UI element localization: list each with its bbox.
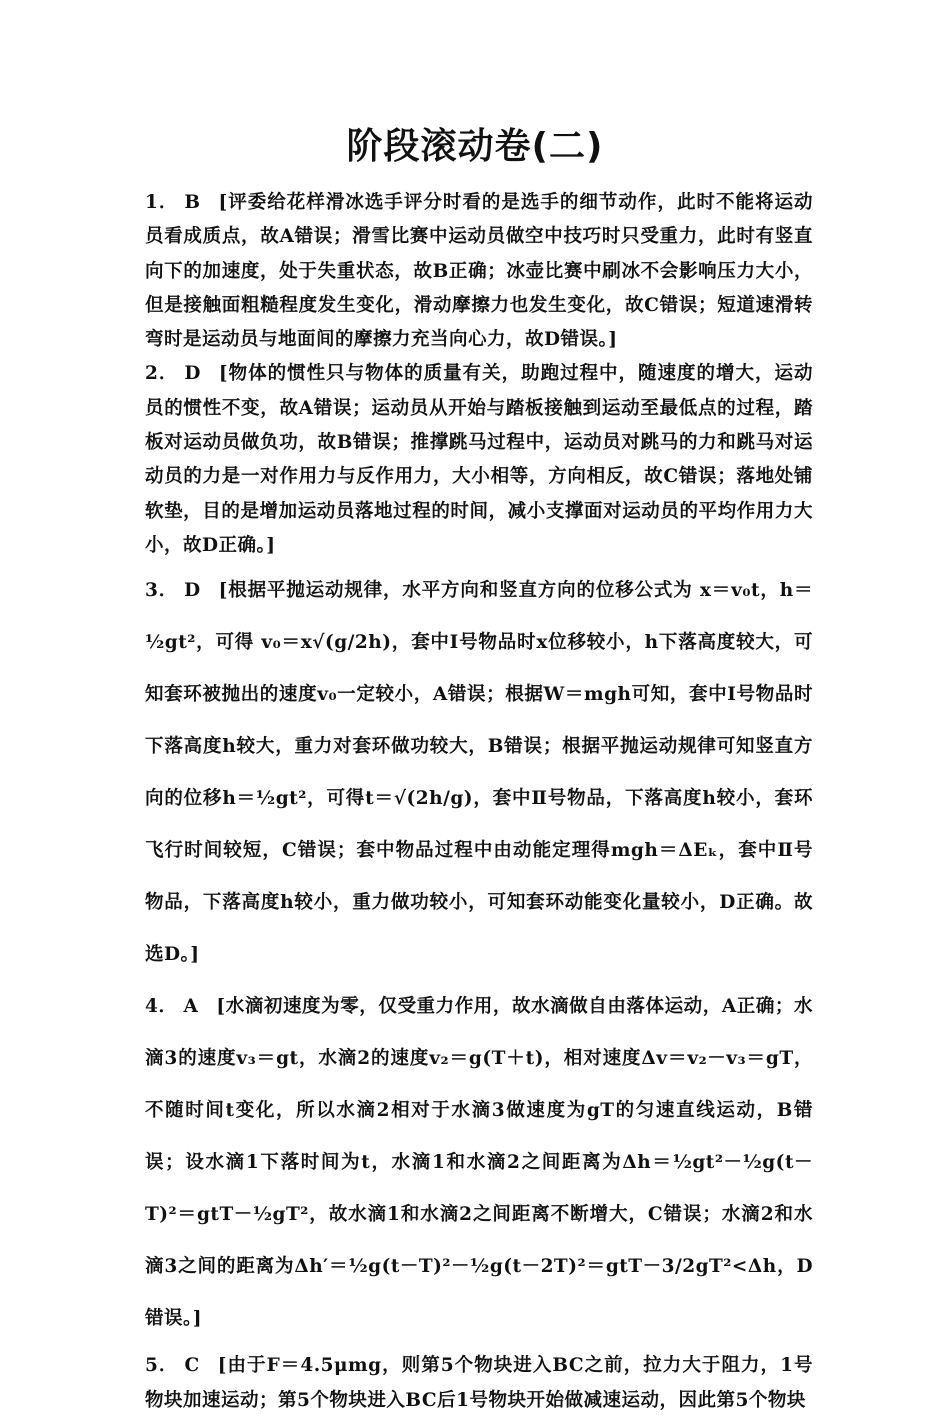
item-explanation: [根据平抛运动规律，水平方向和竖直方向的位移公式为 x＝v₀t，h＝½gt²，可得 v₀＝x√(g/2h)，套中Ⅰ号物品时x位移较小，h下落高度较大，可知套环被抛出的速度v₀一定较小，A错误；根据W＝mgh可知，套中Ⅰ号物品时下落高度h较大，重力对套环做功较大，B错误；根据平抛运动规律可知竖直方向的位移h＝½gt²，可得t＝√(2h/g)，套中Ⅱ号物品，下落高度h较小，套环飞行时间较短，C错误；套中物品过程中由动能定理得mgh＝ΔEₖ，套中Ⅱ号物品，下落高度h较小，重力做功较小，可知套环动能变化量较小，D正确。故选D。] (145, 580, 814, 966)
item-answer: D (184, 580, 201, 602)
page-title: 阶段滚动卷(二) (346, 126, 604, 167)
item-answer: D (184, 363, 201, 385)
item-answer: B (184, 192, 201, 213)
item-answer: A (183, 996, 199, 1018)
item-explanation: [物体的惯性只与物体的质量有关，助跑过程中，随速度的增大，运动员的惯性不变，故A错误；运动员从开始与踏板接触到运动至最低点的过程，踏板对运动员做负功，故B错误；推撑跳马过程中，运动员对跳马的力和跳马对运动员的力是一对作用力与反作用力，大小相等，方向相反，故C错误；落地处铺软垫，目的是增加运动员落地过程的时间，减小支撑面对运动员的平均作用力大小，故D正确。] (145, 363, 814, 556)
item-answer: C (184, 1355, 200, 1377)
item-number: 3． (145, 580, 179, 602)
item-explanation: [水滴初速度为零，仅受重力作用，故水滴做自由落体运动，A正确；水滴3的速度v₃＝gt，水滴2的速度v₂＝g(T＋t)，相对速度Δv＝v₂－v₃＝gT，不随时间t变化，所以水滴2相对于水滴3做速度为gT的匀速直线运动，B错误；设水滴1下落时间为t，水滴1和水滴2之间距离为Δh＝½gt²－½g(t－T)²＝gtT－½gT²，故水滴1和水滴2之间距离不断增大，C错误；水滴2和水滴3之间的距离为Δh′＝½g(t－T)²－½g(t－2T)²＝gtT－3/2gT²<Δh，D错误。] (145, 996, 813, 1330)
answer-item (145, 981, 813, 1345)
answer-item (145, 357, 813, 563)
answer-item (145, 1349, 813, 1418)
item-explanation: [评委给花样滑冰选手评分时看的是选手的细节动作，此时不能将运动员看成质点，故A错误；滑雪比赛中运动员做空中技巧时只受重力，此时有竖直向下的加速度，处于失重状态，故B正确；冰壶比赛中刷冰不会影响压力大小，但是接触面粗糙程度发生变化，滑动摩擦力也发生变化，故C错误；短道速滑转弯时是运动员与地面间的摩擦力充当向心力，故D错误。] (145, 192, 813, 351)
item-number: 2． (145, 363, 179, 385)
item-number: 5． (145, 1355, 179, 1377)
answer-list (145, 186, 813, 1418)
answer-item (145, 186, 813, 357)
item-number: 1． (145, 192, 179, 213)
answer-item (145, 565, 813, 981)
item-number: 4． (145, 996, 178, 1018)
item-explanation: [由于F＝4.5μmg，则第5个物块进入BC之前，拉力大于阻力，1号物块加速运动；第5个物块进入BC后1号物块开始做减速运动，因此第5个物块 (145, 1355, 813, 1411)
